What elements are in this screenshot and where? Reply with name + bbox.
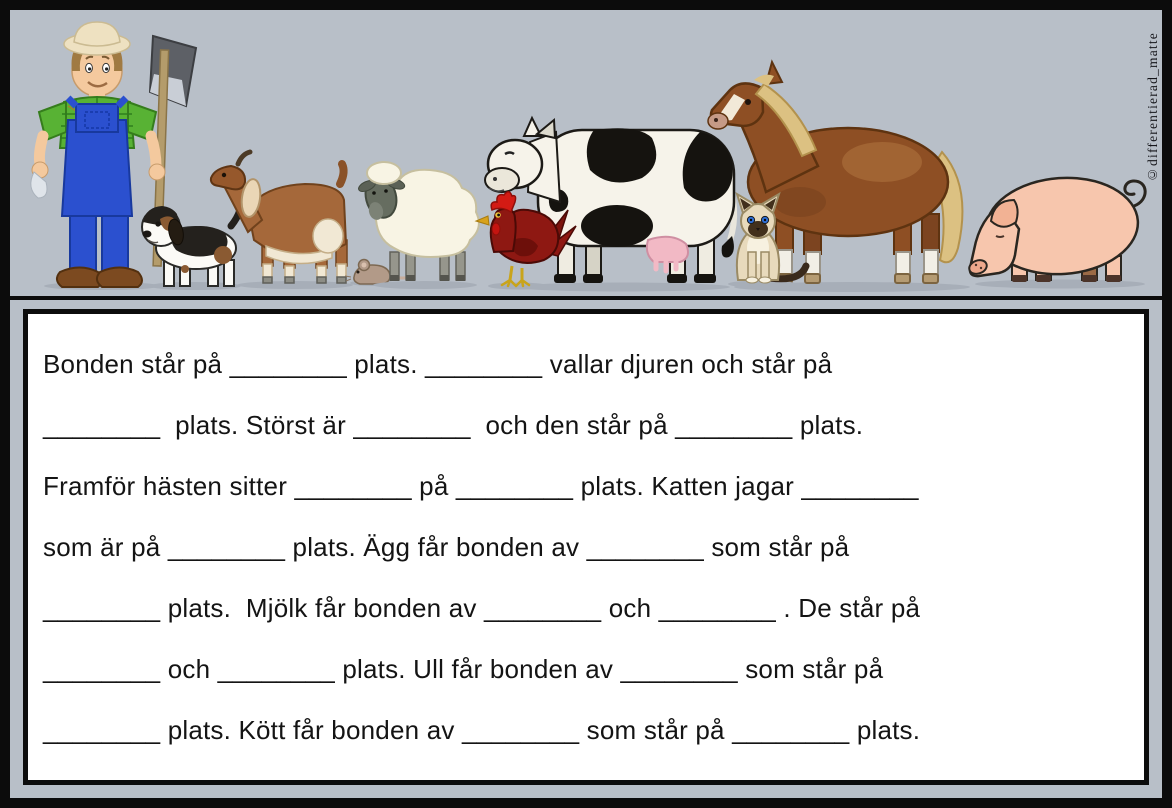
fill-in-text-box xyxy=(23,309,1149,785)
pig-illustration xyxy=(967,173,1145,289)
farm-animals-graphic xyxy=(10,10,1162,296)
dog-illustration xyxy=(142,194,241,290)
worksheet-line-6: ________ och ________ plats. Ull får bonden av ________ som står på xyxy=(43,654,884,684)
worksheet-line-7: ________ plats. Kött får bonden av ________ som står på ________ plats. xyxy=(43,715,921,745)
farm-scene xyxy=(10,10,1162,300)
worksheet-line-3: Framför hästen sitter ________ på ________ plats. Katten jagar ________ xyxy=(43,471,919,501)
text-panel-area xyxy=(10,300,1162,798)
worksheet-line-2: ________ plats. Störst är ________ och den står på ________ plats. xyxy=(43,410,864,440)
worksheet-line-1: Bonden står på ________ plats. ________ vallar djuren och står på xyxy=(43,349,833,379)
watermark-credit: ©differentierad_matte xyxy=(1145,32,1160,183)
cow-illustration xyxy=(485,118,734,292)
worksheet-line-5: ________ plats. Mjölk får bonden av ________ och ________ . De står på xyxy=(43,593,921,623)
worksheet-line-4: som är på ________ plats. Ägg får bonden av ________ som står på xyxy=(43,532,850,562)
